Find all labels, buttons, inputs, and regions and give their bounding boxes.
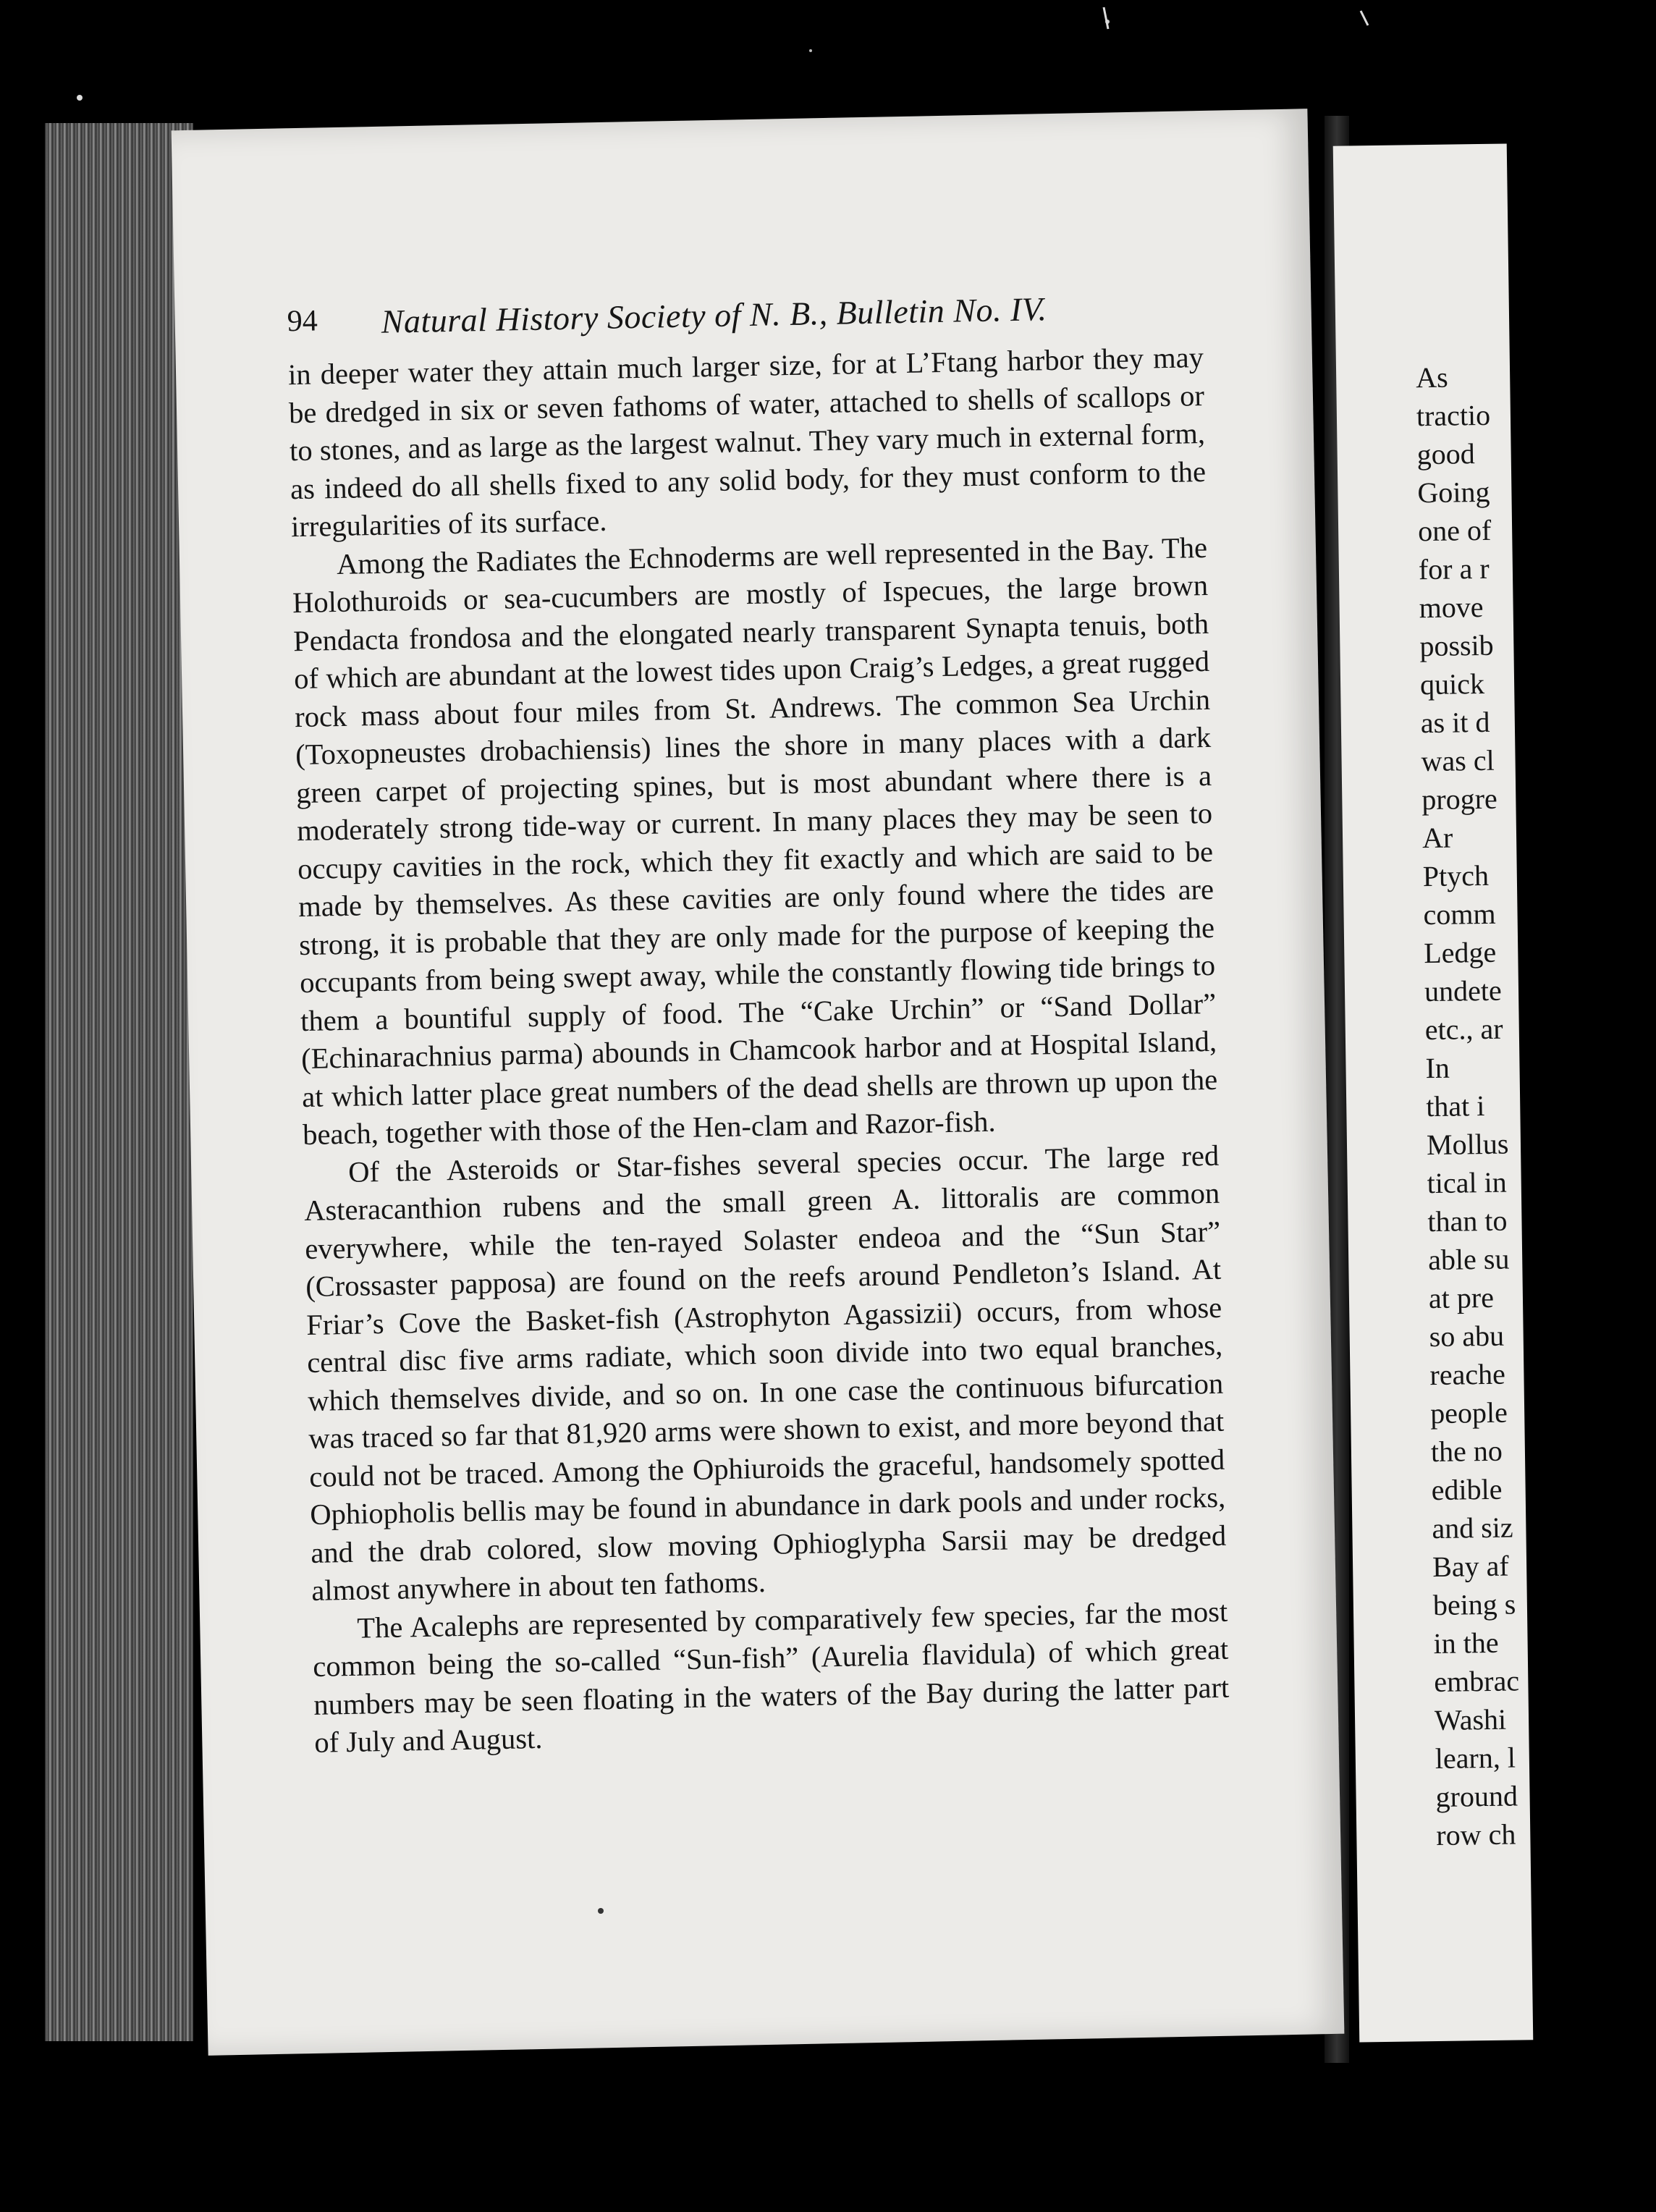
right-page-line: good [1416, 437, 1475, 471]
right-page-line: Ledge [1423, 935, 1497, 970]
right-page-line: ground [1435, 1779, 1518, 1814]
right-page-line: able su [1427, 1242, 1510, 1277]
left-page [172, 109, 1345, 2056]
right-page-line: was cl [1421, 743, 1495, 778]
right-page-line: Ptych [1422, 858, 1490, 893]
right-page-line: As [1415, 360, 1448, 394]
right-page [1333, 143, 1534, 2042]
right-page-line: at pre [1428, 1280, 1495, 1315]
paragraph: Among the Radiates the Echnoderms are well represented in the Bay. The Holothuroids or sea-cucumbers are mostly of Ispecues, the large brown Pendacta frondosa and the elongated nearly transparent Synapta tenuis, both of which are abundant at the lowest tides upon Craig’s Ledges, a great rugged rock mass about four miles from St. Andrews. The common Sea Urchin (Toxopneustes drobachiensis) lines the shore in many places with a dark green carpet of projecting spines, but is most abundant where there is a moderately strong tide-way or current. In many places they may be seen to occupy cavities in the rock, which they fit exactly and which are said to be made by themselves. As these cavities are only found where the tides are strong, it is probable that they are only made for the purpose of keeping the occupants from being swept away, while the constantly flowing tide brings to them a bountiful supply of food. The “Cake Urchin” or “Sand Dollar” (Echinarachnius parma) abounds in Chamcook harbor and at Hospital Island, at which latter place great numbers of the dead shells are thrown up upon the beach, together with those of the Hen-clam and Razor-fish. [292, 531, 1218, 1152]
page-number: 94 [287, 304, 318, 339]
right-page-line: than to [1427, 1204, 1508, 1238]
right-page-line: embrac [1434, 1664, 1520, 1699]
right-page-line: move [1419, 590, 1484, 625]
paragraph: The Acalephs are represented by comparatively few species, far the most common being the so-called “Sun-fish” (Aurelia flavidula) of which great numbers may be seen floating in the waters of the Bay during the latter part of July and August. [312, 1595, 1230, 1759]
right-page-line: possib [1419, 628, 1494, 663]
right-page-line: progre [1421, 782, 1498, 816]
right-page-line: edible [1431, 1472, 1503, 1507]
right-page-line: tractio [1416, 398, 1491, 433]
right-page-line: comm [1423, 897, 1496, 932]
right-page-line: In [1425, 1051, 1450, 1085]
right-page-line: quick [1419, 667, 1485, 701]
right-page-line: Ar [1421, 821, 1453, 855]
running-head: Natural History Society of N. B., Bulletin No. IV. [381, 290, 1047, 340]
right-page-line: being s [1432, 1587, 1516, 1622]
right-page-line: undete [1424, 974, 1502, 1008]
right-page-line: so abu [1429, 1319, 1505, 1354]
page-content [287, 281, 1230, 1762]
right-page-line: tical in [1427, 1165, 1508, 1200]
right-page-line: Going [1417, 475, 1490, 510]
right-page-line: and siz [1432, 1511, 1513, 1545]
right-page-line: learn, l [1435, 1741, 1516, 1776]
paragraph: Of the Asteroids or Star-fishes several species occur. The large red Asteracanthion rubens and the small green A. littoralis are common everywhere, while the ten-rayed Solaster endeoa and the “Sun Star” (Crossaster papposa) are found on the reefs around Pendleton’s Island. At Friar’s Cove the Basket-fish (Astrophyton Agassizii) occurs, from whose central disc five arms radiate, which soon divide into two equal branches, which themselves divide, and so on. In one case the continuous bifurcation was traced so far that 81,920 arms were shown to exist, and more beyond that could not be traced. Among the Ophiuroids the graceful, handsomely spotted Ophiopholis bellis may be found in abundance in dark pools and under rocks, and the drab colored, slow moving Ophioglypha Sarsii may be dredged almost anywhere in about ten fathoms. [303, 1139, 1227, 1607]
right-page-line: Mollus [1426, 1127, 1509, 1162]
right-page-line: row ch [1436, 1818, 1516, 1852]
right-page-line: that i [1425, 1089, 1485, 1123]
right-page-line: Washi [1434, 1702, 1507, 1737]
right-page-line: as it d [1420, 705, 1490, 740]
right-page-line: the no [1430, 1434, 1503, 1469]
right-page-line: reache [1429, 1357, 1506, 1392]
right-page-line: one of [1417, 513, 1492, 548]
right-page-line: in the [1433, 1626, 1499, 1660]
right-page-line: etc., ar [1424, 1012, 1503, 1047]
right-page-line: people [1429, 1396, 1508, 1430]
right-page-line: for a r [1418, 552, 1490, 586]
paragraph: in deeper water they attain much larger size, for at L’Ftang harbor they may be dredged in six or seven fathoms of water, attached to shells of scallops or to stones, and as large as the largest walnut. They vary much in external form, as indeed do all shells fixed to any solid body, for they must conform to the irregularities of its surface. [287, 340, 1207, 544]
right-page-text [1416, 355, 1654, 1854]
book-page-edges [45, 123, 193, 2041]
right-page-line: Bay af [1432, 1549, 1509, 1584]
